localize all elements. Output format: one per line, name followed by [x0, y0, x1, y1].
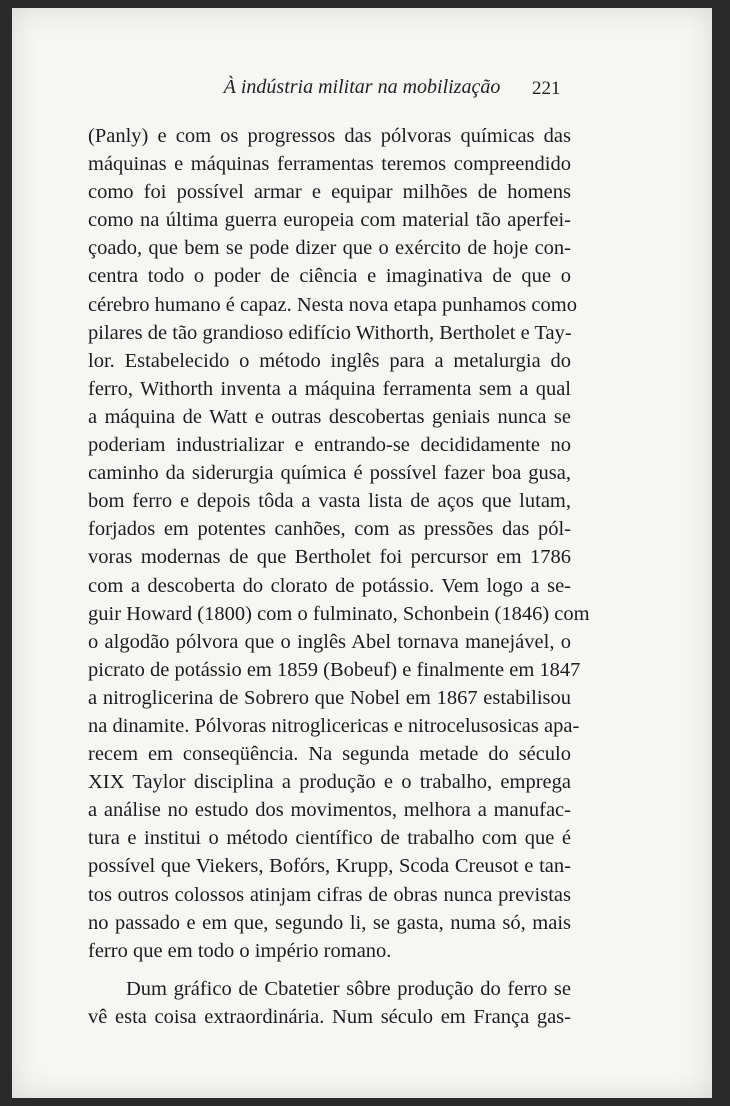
running-title: À indústria militar na mobilização: [223, 76, 501, 98]
text-line: máquinas e máquinas ferramentas teremos compreendido: [88, 153, 571, 176]
text-line: a análise no estudo dos movimentos, melhora a manufac-: [88, 799, 571, 822]
text-line: centra todo o poder de ciência e imaginativa de que o: [88, 265, 571, 288]
text-line: ferro que em todo o império romano.: [88, 939, 392, 962]
text-line: voras modernas de que Bertholet foi percursor em 1786: [88, 546, 571, 569]
text-line: tura e institui o método científico de trabalho com que é: [88, 827, 571, 850]
text-line: como foi possível armar e equipar milhões de homens: [88, 181, 571, 204]
text-line: caminho da siderurgia química é possível fazer boa gusa,: [88, 462, 571, 485]
text-line: cérebro humano é capaz. Nesta nova etapa punhamos como: [88, 293, 577, 316]
text-line: no passado e em que, segundo li, se gasta, numa só, mais: [88, 911, 571, 934]
text-line: XIX Taylor disciplina a produção e o trabalho, emprega: [88, 771, 571, 794]
body-text: [88, 122, 590, 1031]
paragraph-2: [88, 975, 571, 1031]
text-line: vê esta coisa extraordinária. Num século em França gas-: [88, 1005, 571, 1028]
text-line: forjados em potentes canhões, com as pressões das pól-: [88, 518, 571, 541]
text-line: (Panly) e com os progressos das pólvoras químicas das: [88, 125, 571, 147]
paragraph-gap: [88, 965, 571, 975]
text-line: pilares de tão grandioso edifício Withorth, Bertholet e Tay-: [88, 321, 572, 344]
text-line: guir Howard (1800) com o fulminato, Schonbein (1846) com: [88, 602, 590, 625]
text-line: o algodão pólvora que o inglês Abel tornava manejável, o: [88, 630, 571, 653]
text-line: na dinamite. Pólvoras nitroglicericas e nitrocelusosicas apa-: [88, 714, 580, 737]
text-line: picrato de potássio em 1859 (Bobeuf) e finalmente em 1847: [88, 658, 581, 681]
text-line: çoado, que bem se pode dizer que o exército de hoje con-: [88, 237, 571, 260]
text-line: lor. Estabelecido o método inglês para a metalurgia do: [88, 349, 571, 372]
text-line: poderiam industrializar e entrando-se decididamente no: [88, 434, 571, 457]
text-line: tos outros colossos atinjam cifras de obras nunca previstas: [88, 883, 571, 906]
text-line: com a descoberta do clorato de potássio. Vem logo a se-: [88, 574, 571, 597]
text-line: ferro, Withorth inventa a máquina ferramenta sem a qual: [88, 377, 571, 400]
text-line: a nitroglicerina de Sobrero que Nobel em 1867 estabilisou: [88, 686, 571, 709]
page-number: 221: [532, 78, 561, 99]
text-line: bom ferro e depois tôda a vasta lista de aços que lutam,: [88, 490, 571, 513]
text-line: a máquina de Watt e outras descobertas geniais nunca se: [88, 405, 571, 428]
book-page: [12, 8, 712, 1098]
paragraph-1: [88, 122, 590, 965]
text-line: Dum gráfico de Cbatetier sôbre produção do ferro se: [126, 977, 571, 1000]
text-line: possível que Viekers, Bofórs, Krupp, Scoda Creusot e tan-: [88, 855, 571, 878]
text-line: recem em conseqüência. Na segunda metade do século: [88, 743, 571, 766]
text-line: como na última guerra europeia com material tão aperfei-: [88, 209, 571, 232]
